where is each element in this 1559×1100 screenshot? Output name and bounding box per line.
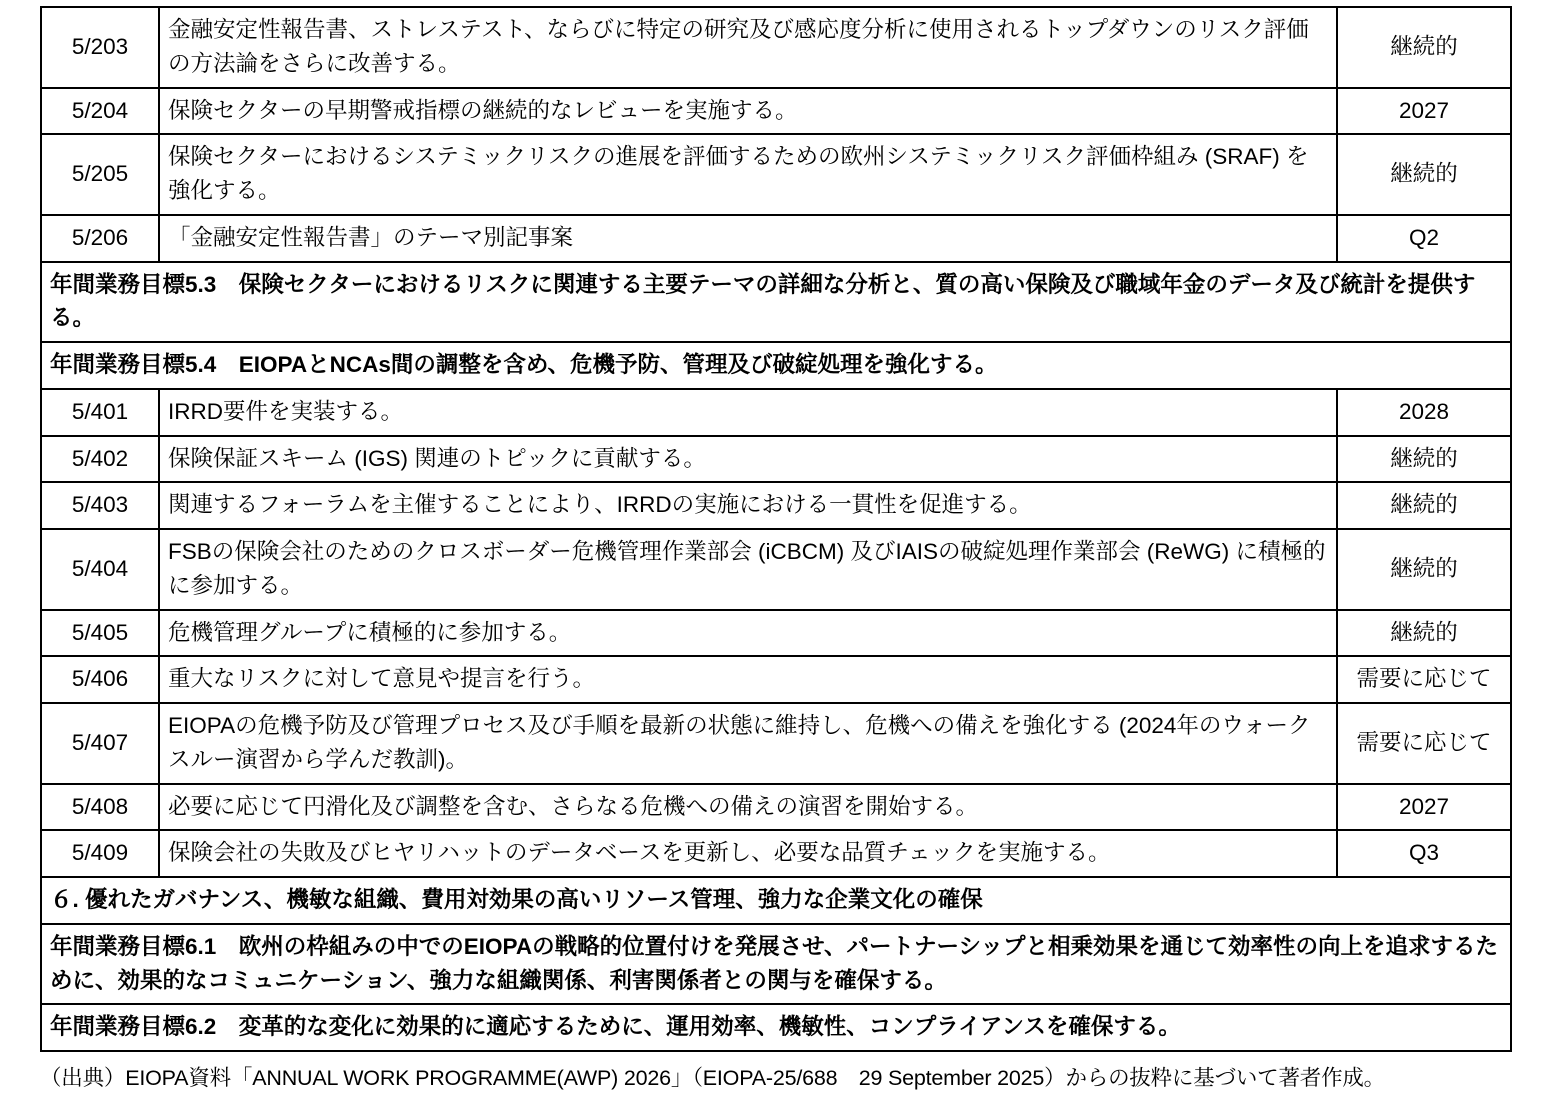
table-row (41, 877, 1511, 924)
row-deadline: 継続的 (1337, 7, 1511, 88)
row-deadline: 2027 (1337, 88, 1511, 135)
table-row (41, 830, 1511, 877)
table-row (41, 656, 1511, 703)
awp-table (40, 6, 1512, 1052)
row-deadline: 継続的 (1337, 134, 1511, 215)
table-row (41, 1004, 1511, 1051)
table-row (41, 703, 1511, 784)
row-id: 5/409 (41, 830, 159, 877)
section-heading: 年間業務目標6.2 変革的な変化に効果的に適応するために、運用効率、機敏性、コンプライアンスを確保する。 (41, 1004, 1511, 1051)
table-row (41, 134, 1511, 215)
table-row (41, 215, 1511, 262)
row-description: EIOPAの危機予防及び管理プロセス及び手順を最新の状態に維持し、危機への備えを強化する (2024年のウォークスルー演習から学んだ教訓)。 (159, 703, 1337, 784)
row-description: 関連するフォーラムを主催することにより、IRRDの実施における一貫性を促進する。 (159, 482, 1337, 529)
table-row (41, 389, 1511, 436)
row-deadline: 需要に応じて (1337, 656, 1511, 703)
row-id: 5/405 (41, 610, 159, 657)
table-row (41, 784, 1511, 831)
section-heading: 年間業務目標6.1 欧州の枠組みの中でのEIOPAの戦略的位置付けを発展させ、パートナーシップと相乗効果を通じて効率性の向上を追求するために、効果的なコミュニケーション、強力な組織関係、利害関係者との関与を確保する。 (41, 924, 1511, 1005)
row-description: IRRD要件を実装する。 (159, 389, 1337, 436)
source-footnote: （出典）EIOPA資料「ANNUAL WORK PROGRAMME(AWP) 2026」（EIOPA-25/688 29 September 2025）からの抜粋に基づいて著者作成。 (40, 1066, 1385, 1090)
row-id: 5/402 (41, 436, 159, 483)
row-deadline: 2028 (1337, 389, 1511, 436)
table-row (41, 924, 1511, 1005)
row-deadline: 継続的 (1337, 436, 1511, 483)
table-row (41, 88, 1511, 135)
row-deadline: 継続的 (1337, 610, 1511, 657)
row-description: 金融安定性報告書、ストレステスト、ならびに特定の研究及び感応度分析に使用されるトップダウンのリスク評価の方法論をさらに改善する。 (159, 7, 1337, 88)
row-id: 5/204 (41, 88, 159, 135)
row-deadline: 継続的 (1337, 482, 1511, 529)
row-deadline: 需要に応じて (1337, 703, 1511, 784)
table-row (41, 436, 1511, 483)
row-description: FSBの保険会社のためのクロスボーダー危機管理作業部会 (iCBCM) 及びIAISの破綻処理作業部会 (ReWG) に積極的に参加する。 (159, 529, 1337, 610)
row-id: 5/206 (41, 215, 159, 262)
section-heading: 年間業務目標5.3 保険セクターにおけるリスクに関連する主要テーマの詳細な分析と、質の高い保険及び職域年金のデータ及び統計を提供する。 (41, 262, 1511, 343)
table-row (41, 7, 1511, 88)
row-description: 保険セクターにおけるシステミックリスクの進展を評価するための欧州システミックリスク評価枠組み (SRAF) を強化する。 (159, 134, 1337, 215)
section-heading: 年間業務目標5.4 EIOPAとNCAs間の調整を含め、危機予防、管理及び破綻処理を強化する。 (41, 342, 1511, 389)
row-description: 保険会社の失敗及びヒヤリハットのデータベースを更新し、必要な品質チェックを実施する。 (159, 830, 1337, 877)
row-id: 5/205 (41, 134, 159, 215)
awp-table-body (41, 7, 1511, 1051)
row-description: 保険セクターの早期警戒指標の継続的なレビューを実施する。 (159, 88, 1337, 135)
table-row (41, 610, 1511, 657)
row-deadline: 2027 (1337, 784, 1511, 831)
row-id: 5/401 (41, 389, 159, 436)
row-description: 重大なリスクに対して意見や提言を行う。 (159, 656, 1337, 703)
row-id: 5/407 (41, 703, 159, 784)
row-deadline: Q2 (1337, 215, 1511, 262)
table-row (41, 342, 1511, 389)
row-id: 5/203 (41, 7, 159, 88)
table-row (41, 482, 1511, 529)
row-id: 5/408 (41, 784, 159, 831)
row-description: 必要に応じて円滑化及び調整を含む、さらなる危機への備えの演習を開始する。 (159, 784, 1337, 831)
row-id: 5/406 (41, 656, 159, 703)
row-description: 「金融安定性報告書」のテーマ別記事案 (159, 215, 1337, 262)
table-row (41, 529, 1511, 610)
section-heading: ６. 優れたガバナンス、機敏な組織、費用対効果の高いリソース管理、強力な企業文化の確保 (41, 877, 1511, 924)
row-deadline: Q3 (1337, 830, 1511, 877)
row-description: 危機管理グループに積極的に参加する。 (159, 610, 1337, 657)
row-id: 5/404 (41, 529, 159, 610)
table-row (41, 262, 1511, 343)
row-deadline: 継続的 (1337, 529, 1511, 610)
row-id: 5/403 (41, 482, 159, 529)
row-description: 保険保証スキーム (IGS) 関連のトピックに貢献する。 (159, 436, 1337, 483)
